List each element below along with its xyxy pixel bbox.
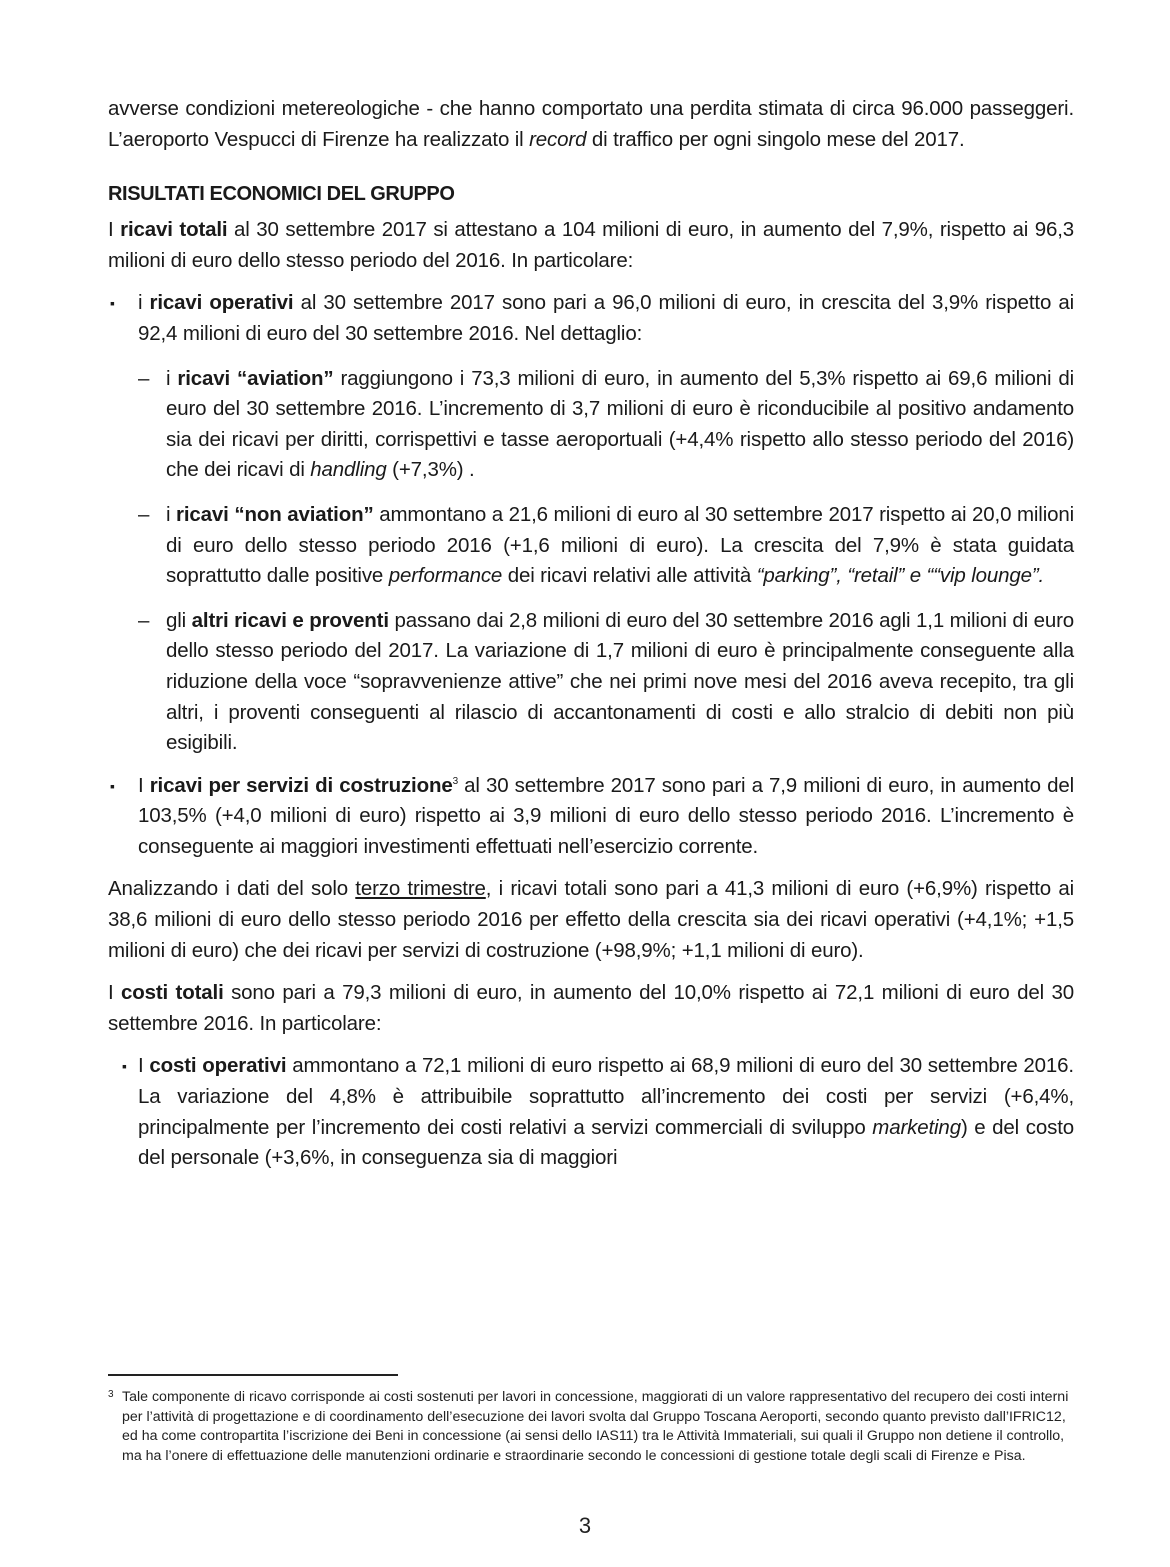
dash-icon: – [138, 366, 150, 390]
footnote-number: 3 [108, 1389, 114, 1400]
page-number: 3 [578, 1513, 592, 1538]
bullet-square-icon: ▪ [110, 295, 115, 312]
dash-item-aviation: – i ricavi “aviation” raggiungono i 73,3 milioni di euro, in aumento del 5,3% rispetto ai 69,6 milioni di euro del 30 settembre 2016. L’incremento di 3,7 milioni di euro è riconducibile al positivo andamento sia dei ricavi per diritti, corrispettivi e tasse aeroportuali (+4,4% rispetto allo stesso periodo del 2016) che dei ricavi di handling (+7,3%) . [108, 364, 1074, 486]
footnote [108, 1388, 1074, 1466]
footnote-reference[interactable]: 3 [452, 775, 459, 787]
bullet-square-icon: ▪ [122, 1058, 127, 1075]
italic-record: record [529, 127, 587, 151]
document-page [108, 94, 1074, 1174]
dash-item-altri-ricavi: – gli altri ricavi e proventi passano dai 2,8 milioni di euro del 30 settembre 2016 agli 1,1 milioni di euro dello stesso periodo del 2017. La variazione di 1,7 milioni di euro è principalmente conseguente alla riduzione della voce “sopravvenienze attive” che nei primi nove mesi del 2016 aveva recepito, tra gli altri, i proventi conseguenti al rilascio di accantonamenti di costi e allo stralcio di debiti non più esigibili. [108, 606, 1074, 759]
section-heading: RISULTATI ECONOMICI DEL GRUPPO [108, 183, 455, 206]
dash-item-non-aviation: – i ricavi “non aviation” ammontano a 21,6 milioni di euro al 30 settembre 2017 rispetto ai 20,0 milioni di euro dello stesso periodo 2016 (+1,6 milioni di euro). La crescita del 7,9% è stata guidata soprattutto dalle positive performance dei ricavi relativi alle attività “parking”, “retail” e ““vip lounge”. [108, 500, 1074, 592]
ricavi-totali-paragraph: I ricavi totali al 30 settembre 2017 si attestano a 104 milioni di euro, in aumento del 7,9%, rispetto ai 96,3 milioni di euro dello stesso periodo del 2016. In particolare: [108, 218, 1075, 272]
bullet-ricavi-costruzione: ▪ I ricavi per servizi di costruzione$^3$ al 30 settembre 2017 sono pari a 7,9 milioni di euro, in aumento del 103,5% (+4,0 milioni di euro) rispetto ai 3,9 milioni di euro dello stesso periodo 2016. L’incremento è conseguente ai maggiori investimenti effettuati nell’esercizio corrente. [108, 771, 1074, 863]
costi-totali-paragraph: I costi totali sono pari a 79,3 milioni di euro, in aumento del 10,0% rispetto ai 72,1 milioni di euro del 30 settembre 2016. In particolare: [108, 981, 1074, 1035]
footnote-divider [108, 1374, 398, 1376]
bullet-square-icon: ▪ [110, 777, 115, 794]
dash-icon: – [138, 608, 150, 632]
terzo-trimestre-paragraph: Analizzando i dati del solo terzo trimestre, i ricavi totali sono pari a 41,3 milioni di euro (+6,9%) rispetto ai 38,6 milioni di euro dello stesso periodo 2016 per effetto della crescita sia dei ricavi operativi (+4,1%; +1,5 milioni di euro) che dei ricavi per servizi di costruzione (+98,9%; +1,1 milioni di euro). [108, 877, 1074, 962]
dash-icon: – [138, 502, 150, 526]
intro-paragraph: avverse condizioni metereologiche - che hanno comportato una perdita stimata di circa 96.000 passeggeri. L’aeroporto Vespucci di Firenze ha realizzato il record di traffico per ogni singolo mese del 2017. [108, 97, 1074, 151]
footnote-text: Tale componente di ricavo corrisponde ai costi sostenuti per lavori in concessione, maggiorati di un valore rappresentativo del recupero dei costi interni per l’attività di progettazione e di coordinamento dell’esecuzione dei lavori svolta dal Gruppo Toscana Aeroporti, secondo quanto previsto dall’IFRIC12, ed ha come contropartita l’iscrizione dei Beni in concessione (ai sensi dello IAS11) tra le Attività Immateriali, sui quali il Gruppo non detiene il controllo, ma ha l’onere di effettuazione delle manutenzioni ordinarie e straordinarie secondo le concessioni di gestione totale degli scali di Firenze e Pisa. [122, 1389, 1069, 1464]
bullet-costi-operativi: ▪ I costi operativi ammontano a 72,1 milioni di euro rispetto ai 68,9 milioni di euro del 30 settembre 2016. La variazione del 4,8% è attribuibile soprattutto all’incremento dei costi per servizi (+6,4%, principalmente per l’incremento dei costi relativi a servizi commerciali di sviluppo marketing) e del costo del personale (+3,6%, in conseguenza sia di maggiori [108, 1051, 1074, 1173]
bullet-ricavi-operativi: ▪ i ricavi operativi al 30 settembre 2017 sono pari a 96,0 milioni di euro, in crescita del 3,9% rispetto ai 92,4 milioni di euro del 30 settembre 2016. Nel dettaglio: [108, 288, 1074, 349]
